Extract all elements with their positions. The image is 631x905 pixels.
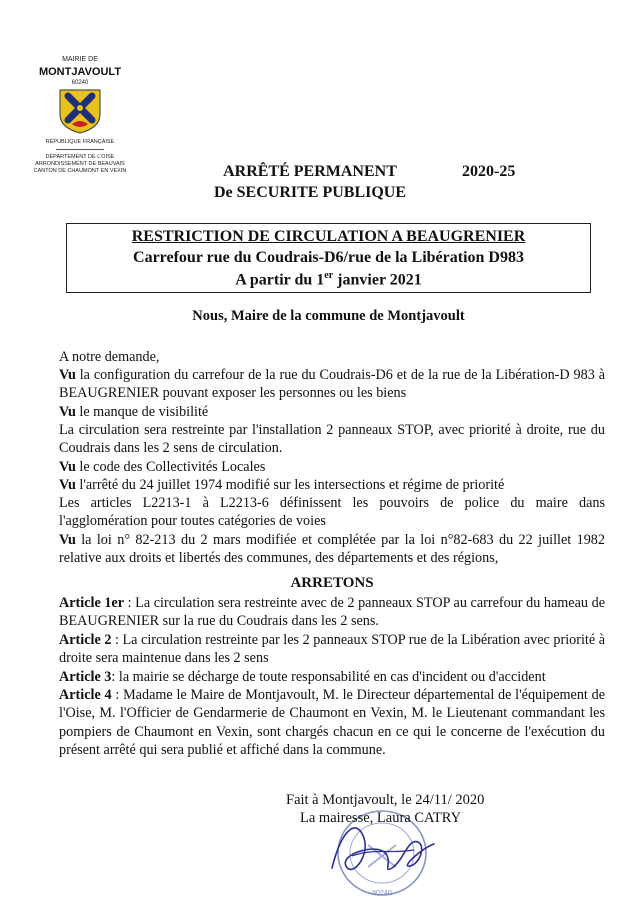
article-text: : La circulation sera restreinte avec de 2 panneaux STOP au carrefour du hameau de BEAUGRENIER sur la rue du Coudrais dans les 2 sens. (59, 595, 605, 630)
article-label: Article 1er (59, 595, 125, 611)
article-label: Article 3 (59, 669, 112, 685)
considerant-1-text: la configuration du carrefour de la rue du Coudrais-D6 et de la rue de la Libération-D 983 à BEAUGRENIER pouvant exposer les personnes ou les biens (59, 367, 605, 402)
canton-label: CANTON DE CHAUMONT EN VEXIN (33, 168, 127, 174)
title-line-1: ARRÊTÉ PERMANENT (223, 163, 397, 180)
considerant-7 (59, 531, 605, 568)
vu-label: Vu (59, 404, 76, 420)
vu-label: Vu (59, 459, 76, 475)
signatory: La mairesse, Laura CATRY (300, 810, 462, 826)
box-line-1: RESTRICTION DE CIRCULATION A BEAUGRENIER (131, 228, 526, 245)
considerant-5 (59, 476, 605, 494)
coat-of-arms-icon (58, 88, 102, 134)
box-line-3-sup: er (324, 270, 334, 281)
considerant-2-text: le manque de visibilité (75, 404, 209, 420)
postcode: 60240 (71, 80, 89, 86)
considerant-6: Les articles L2213-1 à L2213-6 définissent les pouvoirs de police du maire dans l'agglomération pour toutes catégories de voies (59, 495, 605, 530)
article-1 (59, 594, 605, 631)
place-date: Fait à Montjavoult, le 24/11/ 2020 (286, 792, 485, 808)
article-text: : Madame le Maire de Montjavoult, M. le Directeur départemental de l'équipement de l'Oise, M. l'Officier de Gendarmerie de Chaumont en Vexin, M. le Lieutenant commandant les pompiers de Chaumont en Vexin, sont chargés chacun en ce qui le concerne de l'exécution du présent arrêté qui sera publié et affiché dans la commune. (59, 687, 606, 759)
article-text: : La circulation restreinte par les 2 panneaux STOP rue de la Libération avec priorité à droite sera maintenue dans les 2 sens (59, 632, 606, 667)
vu-label: Vu (59, 367, 76, 383)
considerant-demand: A notre demande, (59, 349, 160, 365)
considerant-1 (59, 366, 605, 403)
arretons-heading: ARRETONS (290, 575, 374, 591)
title-line-2: De SECURITE PUBLIQUE (213, 184, 407, 201)
considerant-3: La circulation sera restreinte par l'installation 2 panneaux STOP, avec priorité à droite, rue du Coudrais dans les 2 sens de circulation. (59, 422, 605, 457)
mairie-label: MAIRIE DE (62, 56, 98, 63)
arrete-number: 2020-25 (462, 163, 516, 180)
considerant-7-text: la loi n° 82-213 du 2 mars modifiée et complétée par la loi n°82-683 du 22 juillet 1982 relative aux droits et libertés des communes, des départements et des régions, (59, 532, 605, 567)
article-label: Article 2 (59, 632, 112, 648)
article-4 (59, 686, 605, 760)
article-text: : la mairie se décharge de toute responsabilité en cas d'incident ou d'accident (111, 669, 546, 685)
article-2 (59, 631, 605, 668)
commune-name: MONTJAVOULT (38, 66, 122, 78)
vu-label: Vu (59, 532, 76, 548)
vu-label: Vu (59, 477, 76, 493)
svg-text:60240: 60240 (372, 890, 392, 897)
article-3 (59, 668, 605, 686)
considerant-5-text: l'arrêté du 24 juillet 1974 modifié sur les intersections et régime de priorité (75, 477, 505, 493)
intro-line: Nous, Maire de la commune de Montjavoult (192, 308, 465, 324)
box-line-3-pre: A partir du 1 (235, 271, 325, 289)
box-line-3-post: janvier 2021 (333, 271, 422, 289)
considerant-2 (59, 403, 605, 421)
considerant-4 (59, 458, 605, 476)
box-line-2: Carrefour rue du Coudrais-D6/rue de la Libération D983 (133, 249, 524, 266)
departement-label: DÉPARTEMENT DE L'OISE (45, 154, 115, 160)
republique-label: RÉPUBLIQUE FRANÇAISE (45, 139, 115, 145)
logo-divider (56, 149, 104, 150)
box-line-3 (66, 270, 591, 289)
article-label: Article 4 (59, 687, 112, 703)
arrondissement-label: ARRONDISSEMENT DE BEAUVAIS (35, 161, 125, 167)
considerant-4-text: le code des Collectivités Locales (75, 459, 266, 475)
